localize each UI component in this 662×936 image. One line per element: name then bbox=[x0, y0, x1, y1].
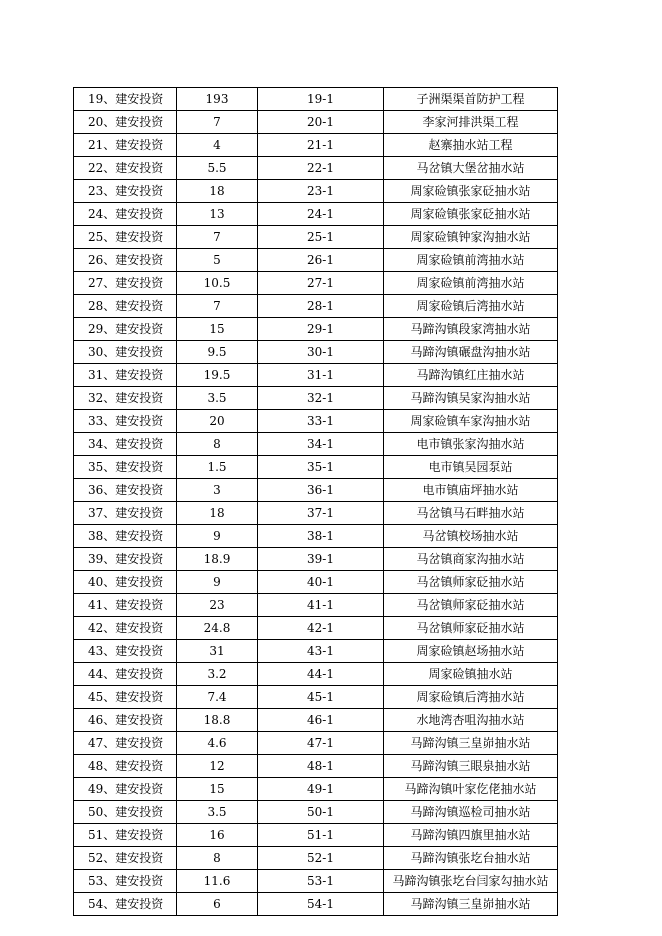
table-row bbox=[74, 88, 558, 111]
code-cell: 22-1 bbox=[258, 157, 384, 180]
amount-cell: 24.8 bbox=[177, 617, 258, 640]
table-row bbox=[74, 341, 558, 364]
project-name-cell: 马蹄沟镇张圪台闫家勾抽水站 bbox=[384, 870, 558, 893]
investment-table bbox=[73, 87, 558, 916]
item-label-cell: 49、建安投资 bbox=[74, 778, 177, 801]
table-row bbox=[74, 410, 558, 433]
code-cell: 32-1 bbox=[258, 387, 384, 410]
project-name-cell: 电市镇张家沟抽水站 bbox=[384, 433, 558, 456]
table-row bbox=[74, 847, 558, 870]
amount-cell: 12 bbox=[177, 755, 258, 778]
table-row bbox=[74, 778, 558, 801]
project-name-cell: 赵寨抽水站工程 bbox=[384, 134, 558, 157]
table-row bbox=[74, 571, 558, 594]
code-cell: 38-1 bbox=[258, 525, 384, 548]
item-label-cell: 50、建安投资 bbox=[74, 801, 177, 824]
project-name-cell: 马蹄沟镇三皇峁抽水站 bbox=[384, 732, 558, 755]
project-name-cell: 周家硷镇后湾抽水站 bbox=[384, 295, 558, 318]
amount-cell: 193 bbox=[177, 88, 258, 111]
amount-cell: 18.8 bbox=[177, 709, 258, 732]
item-label-cell: 54、建安投资 bbox=[74, 893, 177, 916]
code-cell: 19-1 bbox=[258, 88, 384, 111]
code-cell: 20-1 bbox=[258, 111, 384, 134]
project-name-cell: 子洲渠渠首防护工程 bbox=[384, 88, 558, 111]
item-label-cell: 19、建安投资 bbox=[74, 88, 177, 111]
item-label-cell: 38、建安投资 bbox=[74, 525, 177, 548]
table-row bbox=[74, 732, 558, 755]
amount-cell: 18 bbox=[177, 180, 258, 203]
project-name-cell: 周家硷镇后湾抽水站 bbox=[384, 686, 558, 709]
project-name-cell: 周家硷镇前湾抽水站 bbox=[384, 249, 558, 272]
table-row bbox=[74, 203, 558, 226]
code-cell: 53-1 bbox=[258, 870, 384, 893]
item-label-cell: 21、建安投资 bbox=[74, 134, 177, 157]
table-row bbox=[74, 134, 558, 157]
table-row bbox=[74, 249, 558, 272]
code-cell: 25-1 bbox=[258, 226, 384, 249]
amount-cell: 9.5 bbox=[177, 341, 258, 364]
table-row bbox=[74, 663, 558, 686]
table-row bbox=[74, 318, 558, 341]
code-cell: 52-1 bbox=[258, 847, 384, 870]
amount-cell: 4 bbox=[177, 134, 258, 157]
amount-cell: 3.5 bbox=[177, 801, 258, 824]
item-label-cell: 28、建安投资 bbox=[74, 295, 177, 318]
code-cell: 35-1 bbox=[258, 456, 384, 479]
amount-cell: 7 bbox=[177, 295, 258, 318]
code-cell: 31-1 bbox=[258, 364, 384, 387]
amount-cell: 20 bbox=[177, 410, 258, 433]
project-name-cell: 马蹄沟镇叶家仡佬抽水站 bbox=[384, 778, 558, 801]
amount-cell: 3.5 bbox=[177, 387, 258, 410]
table-row bbox=[74, 893, 558, 916]
project-name-cell: 电市镇吴园泵站 bbox=[384, 456, 558, 479]
project-name-cell: 周家硷镇车家沟抽水站 bbox=[384, 410, 558, 433]
amount-cell: 7 bbox=[177, 226, 258, 249]
project-name-cell: 马岔镇校场抽水站 bbox=[384, 525, 558, 548]
item-label-cell: 52、建安投资 bbox=[74, 847, 177, 870]
amount-cell: 1.5 bbox=[177, 456, 258, 479]
table-row bbox=[74, 295, 558, 318]
project-name-cell: 马岔镇大堡岔抽水站 bbox=[384, 157, 558, 180]
amount-cell: 15 bbox=[177, 318, 258, 341]
project-name-cell: 周家硷镇张家砭抽水站 bbox=[384, 180, 558, 203]
code-cell: 39-1 bbox=[258, 548, 384, 571]
table-row bbox=[74, 111, 558, 134]
table-row bbox=[74, 870, 558, 893]
code-cell: 54-1 bbox=[258, 893, 384, 916]
amount-cell: 19.5 bbox=[177, 364, 258, 387]
amount-cell: 7 bbox=[177, 111, 258, 134]
project-name-cell: 电市镇庙坪抽水站 bbox=[384, 479, 558, 502]
amount-cell: 5.5 bbox=[177, 157, 258, 180]
project-name-cell: 马蹄沟镇段家湾抽水站 bbox=[384, 318, 558, 341]
project-name-cell: 李家河排洪渠工程 bbox=[384, 111, 558, 134]
item-label-cell: 42、建安投资 bbox=[74, 617, 177, 640]
amount-cell: 9 bbox=[177, 525, 258, 548]
table-row bbox=[74, 226, 558, 249]
code-cell: 45-1 bbox=[258, 686, 384, 709]
project-name-cell: 马蹄沟镇红庄抽水站 bbox=[384, 364, 558, 387]
item-label-cell: 27、建安投资 bbox=[74, 272, 177, 295]
item-label-cell: 53、建安投资 bbox=[74, 870, 177, 893]
project-name-cell: 周家硷镇张家砭抽水站 bbox=[384, 203, 558, 226]
table-row bbox=[74, 525, 558, 548]
item-label-cell: 25、建安投资 bbox=[74, 226, 177, 249]
table-row bbox=[74, 686, 558, 709]
table-row bbox=[74, 709, 558, 732]
table-row bbox=[74, 824, 558, 847]
table-body bbox=[74, 88, 558, 916]
code-cell: 42-1 bbox=[258, 617, 384, 640]
item-label-cell: 34、建安投资 bbox=[74, 433, 177, 456]
amount-cell: 5 bbox=[177, 249, 258, 272]
project-name-cell: 马蹄沟镇碾盘沟抽水站 bbox=[384, 341, 558, 364]
item-label-cell: 33、建安投资 bbox=[74, 410, 177, 433]
code-cell: 29-1 bbox=[258, 318, 384, 341]
project-name-cell: 马蹄沟镇三眼泉抽水站 bbox=[384, 755, 558, 778]
item-label-cell: 40、建安投资 bbox=[74, 571, 177, 594]
table-row bbox=[74, 157, 558, 180]
code-cell: 48-1 bbox=[258, 755, 384, 778]
amount-cell: 16 bbox=[177, 824, 258, 847]
project-name-cell: 周家硷镇赵场抽水站 bbox=[384, 640, 558, 663]
item-label-cell: 24、建安投资 bbox=[74, 203, 177, 226]
item-label-cell: 48、建安投资 bbox=[74, 755, 177, 778]
item-label-cell: 51、建安投资 bbox=[74, 824, 177, 847]
table-row bbox=[74, 272, 558, 295]
code-cell: 36-1 bbox=[258, 479, 384, 502]
table-row bbox=[74, 479, 558, 502]
item-label-cell: 31、建安投资 bbox=[74, 364, 177, 387]
project-name-cell: 马蹄沟镇三皇峁抽水站 bbox=[384, 893, 558, 916]
project-name-cell: 周家硷镇钟家沟抽水站 bbox=[384, 226, 558, 249]
table-row bbox=[74, 456, 558, 479]
item-label-cell: 39、建安投资 bbox=[74, 548, 177, 571]
code-cell: 50-1 bbox=[258, 801, 384, 824]
project-name-cell: 马岔镇师家砭抽水站 bbox=[384, 617, 558, 640]
item-label-cell: 47、建安投资 bbox=[74, 732, 177, 755]
item-label-cell: 35、建安投资 bbox=[74, 456, 177, 479]
table-row bbox=[74, 617, 558, 640]
project-name-cell: 水地湾杏咀沟抽水站 bbox=[384, 709, 558, 732]
item-label-cell: 22、建安投资 bbox=[74, 157, 177, 180]
amount-cell: 3.2 bbox=[177, 663, 258, 686]
project-name-cell: 马岔镇马石畔抽水站 bbox=[384, 502, 558, 525]
project-name-cell: 马蹄沟镇四旗里抽水站 bbox=[384, 824, 558, 847]
item-label-cell: 44、建安投资 bbox=[74, 663, 177, 686]
amount-cell: 6 bbox=[177, 893, 258, 916]
table-row bbox=[74, 594, 558, 617]
code-cell: 46-1 bbox=[258, 709, 384, 732]
item-label-cell: 46、建安投资 bbox=[74, 709, 177, 732]
project-name-cell: 马岔镇师家砭抽水站 bbox=[384, 594, 558, 617]
item-label-cell: 41、建安投资 bbox=[74, 594, 177, 617]
item-label-cell: 32、建安投资 bbox=[74, 387, 177, 410]
amount-cell: 18.9 bbox=[177, 548, 258, 571]
item-label-cell: 29、建安投资 bbox=[74, 318, 177, 341]
project-name-cell: 马蹄沟镇张圪台抽水站 bbox=[384, 847, 558, 870]
project-name-cell: 马岔镇商家沟抽水站 bbox=[384, 548, 558, 571]
project-name-cell: 马岔镇师家砭抽水站 bbox=[384, 571, 558, 594]
table-row bbox=[74, 640, 558, 663]
code-cell: 28-1 bbox=[258, 295, 384, 318]
amount-cell: 7.4 bbox=[177, 686, 258, 709]
project-name-cell: 周家硷镇抽水站 bbox=[384, 663, 558, 686]
table-row bbox=[74, 502, 558, 525]
table-row bbox=[74, 387, 558, 410]
amount-cell: 4.6 bbox=[177, 732, 258, 755]
code-cell: 47-1 bbox=[258, 732, 384, 755]
amount-cell: 15 bbox=[177, 778, 258, 801]
project-name-cell: 马蹄沟镇巡检司抽水站 bbox=[384, 801, 558, 824]
code-cell: 51-1 bbox=[258, 824, 384, 847]
table-row bbox=[74, 755, 558, 778]
code-cell: 34-1 bbox=[258, 433, 384, 456]
item-label-cell: 43、建安投资 bbox=[74, 640, 177, 663]
item-label-cell: 36、建安投资 bbox=[74, 479, 177, 502]
amount-cell: 31 bbox=[177, 640, 258, 663]
code-cell: 24-1 bbox=[258, 203, 384, 226]
item-label-cell: 37、建安投资 bbox=[74, 502, 177, 525]
table-row bbox=[74, 364, 558, 387]
amount-cell: 3 bbox=[177, 479, 258, 502]
code-cell: 37-1 bbox=[258, 502, 384, 525]
code-cell: 26-1 bbox=[258, 249, 384, 272]
code-cell: 43-1 bbox=[258, 640, 384, 663]
code-cell: 44-1 bbox=[258, 663, 384, 686]
table-row bbox=[74, 548, 558, 571]
code-cell: 33-1 bbox=[258, 410, 384, 433]
amount-cell: 9 bbox=[177, 571, 258, 594]
item-label-cell: 26、建安投资 bbox=[74, 249, 177, 272]
amount-cell: 10.5 bbox=[177, 272, 258, 295]
table-row bbox=[74, 801, 558, 824]
item-label-cell: 45、建安投资 bbox=[74, 686, 177, 709]
amount-cell: 11.6 bbox=[177, 870, 258, 893]
code-cell: 49-1 bbox=[258, 778, 384, 801]
code-cell: 41-1 bbox=[258, 594, 384, 617]
amount-cell: 13 bbox=[177, 203, 258, 226]
code-cell: 21-1 bbox=[258, 134, 384, 157]
amount-cell: 18 bbox=[177, 502, 258, 525]
table-row bbox=[74, 433, 558, 456]
amount-cell: 8 bbox=[177, 433, 258, 456]
code-cell: 27-1 bbox=[258, 272, 384, 295]
code-cell: 40-1 bbox=[258, 571, 384, 594]
table-row bbox=[74, 180, 558, 203]
code-cell: 30-1 bbox=[258, 341, 384, 364]
project-name-cell: 马蹄沟镇吴家沟抽水站 bbox=[384, 387, 558, 410]
item-label-cell: 23、建安投资 bbox=[74, 180, 177, 203]
project-name-cell: 周家硷镇前湾抽水站 bbox=[384, 272, 558, 295]
item-label-cell: 20、建安投资 bbox=[74, 111, 177, 134]
code-cell: 23-1 bbox=[258, 180, 384, 203]
item-label-cell: 30、建安投资 bbox=[74, 341, 177, 364]
amount-cell: 8 bbox=[177, 847, 258, 870]
amount-cell: 23 bbox=[177, 594, 258, 617]
